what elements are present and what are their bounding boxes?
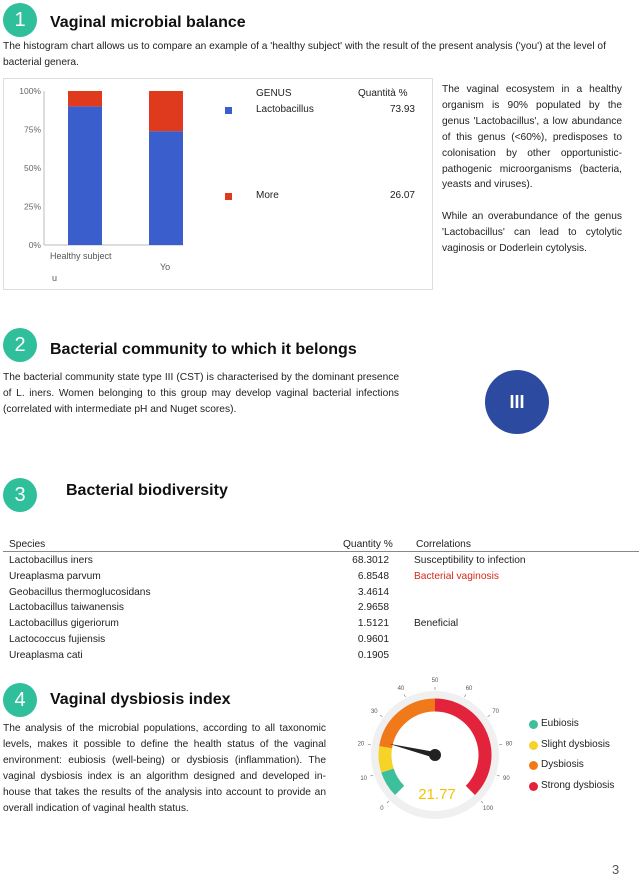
section-1-title: Vaginal microbial balance [50,14,246,31]
gauge-tick-label: 60 [465,686,473,693]
header-species: Species [9,539,46,550]
species-name: Lactobacillus iners [9,555,93,566]
legend-dot [529,782,538,791]
species-name: Ureaplasma cati [9,649,83,661]
gauge-value: 21.77 [418,786,456,803]
legend-swatch-more [225,193,232,200]
legend-value-lactobacillus: 73.93 [389,104,415,115]
species-correlation: Beneficial [414,618,459,630]
species-table-header [3,539,633,555]
legend-header-quantity: Quantità % [358,88,408,99]
section-4-badge: 4 [3,683,37,717]
species-quantity: 0.1905 [357,649,389,661]
gauge-tick-label: 50 [431,678,439,684]
gauge-tick-label: 30 [370,708,378,715]
gauge-tick [387,801,389,803]
gauge-tick [481,801,483,803]
gauge-tick-label: 80 [505,741,513,748]
gauge-tick-label: 10 [360,776,368,783]
gauge-tick [370,775,373,776]
section-1-badge: 1 [3,3,37,37]
legend-value-more: 26.07 [389,190,415,201]
header-correlations: Correlations [416,539,471,550]
y-tick-label: 100% [19,86,41,96]
section-1-side-text-1: The vaginal ecosystem in a healthy organism is 90% populated by the genus 'Lactobacillus', a low abundance of this genus (<60%), predisposes to colonisation by other opportunistic-pathogenic microorganisms (bacteria, yeasts and viruses). [442,84,622,191]
legend-label: Dysbiosis [541,759,584,770]
y-tick-label: 50% [23,163,41,173]
legend-dot [529,761,538,770]
gauge-tick-label: 20 [357,741,365,748]
section-2-title: Bacterial community to which it belongs [50,341,357,358]
gauge-tick-label: 90 [502,776,510,783]
section-2-badge: 2 [3,328,37,362]
section-1-intro: The histogram chart allows us to compare an example of a 'healthy subject' with the result of the present analysis ('you') at the level of bacterial genera. [3,41,606,68]
gauge-tick-label: 70 [492,708,500,715]
bar-segment-lactobacillus [68,106,102,245]
legend-header-genus: GENUS [256,88,292,99]
page-number: 3 [612,862,620,877]
legend-swatch-lactobacillus [225,107,232,114]
species-quantity: 3.4614 [357,586,389,598]
bar-segment-lactobacillus [149,131,183,245]
gauge-hub [429,749,441,761]
table-row [3,618,633,634]
species-name: Geobacillus thermoglucosidans [9,586,151,598]
legend-dot [529,720,538,729]
section-4-title: Vaginal dysbiosis index [50,691,231,708]
gauge-tick [497,775,500,776]
table-row [3,571,633,587]
species-quantity: 0.9601 [357,634,389,645]
header-quantity: Quantity % [343,539,393,550]
legend-label: Strong dysbiosis [541,779,615,791]
legend-dot [529,741,538,750]
species-quantity: 2.9658 [357,602,389,614]
gauge-tick [465,694,466,697]
x-category-label: Healthy subject [50,251,112,261]
bar-segment-more [149,91,183,131]
species-quantity: 1.5121 [357,618,389,630]
gauge-band [385,747,387,770]
gauge-tick [404,694,405,697]
gauge-tick-label: 0 [380,806,384,813]
species-table [3,537,639,662]
species-name: Lactobacillus gigeriorum [9,618,119,630]
species-name: Lactococcus fujiensis [9,634,106,645]
legend-label: Slight dysbiosis [541,738,610,750]
table-row [3,555,633,571]
gauge-tick [380,715,382,717]
species-correlation: Bacterial vaginosis [414,570,499,582]
species-quantity: 68.3012 [352,555,389,566]
header-rule [3,551,639,552]
section-1-side-text-2: While an overabundance of the genus 'Lactobacillus' can lead to cytolytic vaginosis or Doderlein cytolysis. [442,211,622,254]
table-row [3,634,633,650]
y-tick-label: 0% [28,240,41,250]
cst-badge: III [485,370,549,434]
gauge-tick-label: 100 [483,806,494,813]
legend-label: Eubiosis [541,718,579,729]
table-row [3,602,633,618]
legend-label-lactobacillus: Lactobacillus [256,104,314,115]
dysbiosis-gauge [355,675,525,825]
gauge-tick-label: 40 [397,686,405,693]
species-name: Ureaplasma parvum [9,570,101,582]
species-name: Lactobacillus taiwanensis [9,602,124,614]
section-4-text: The analysis of the microbial populations, according to all taxonomic levels, makes it possible to define the health status of the vaginal environment: eubiosis (well-being) or dysbiosis (inflammation). The vaginal dysbiosis index is an algorithm designed and developed in-house that takes the results of the analysis into account to provide an overall indication of vaginal health status. [3,723,326,814]
table-row [3,587,633,603]
histogram-svg [3,78,233,288]
section-2-text: The bacterial community state type III (CST) is characterised by the dominant presence of L. iners. Women belonging to this group may develop vaginal bacterial infections (correlated with intermediate pH and Nuget scores). [3,372,399,415]
species-quantity: 6.8548 [357,570,389,582]
x-category-label: u [52,273,58,283]
y-tick-label: 75% [23,124,41,135]
legend-label-more: More [256,190,279,201]
bar-segment-more [68,91,102,106]
section-3-badge: 3 [3,478,37,512]
section-3-title: Bacterial biodiversity [66,482,228,499]
y-tick-label: 25% [23,201,41,212]
table-row [3,650,633,666]
species-correlation: Susceptibility to infection [414,555,526,566]
x-category-label: Yo [160,262,171,272]
gauge-tick [488,715,490,717]
